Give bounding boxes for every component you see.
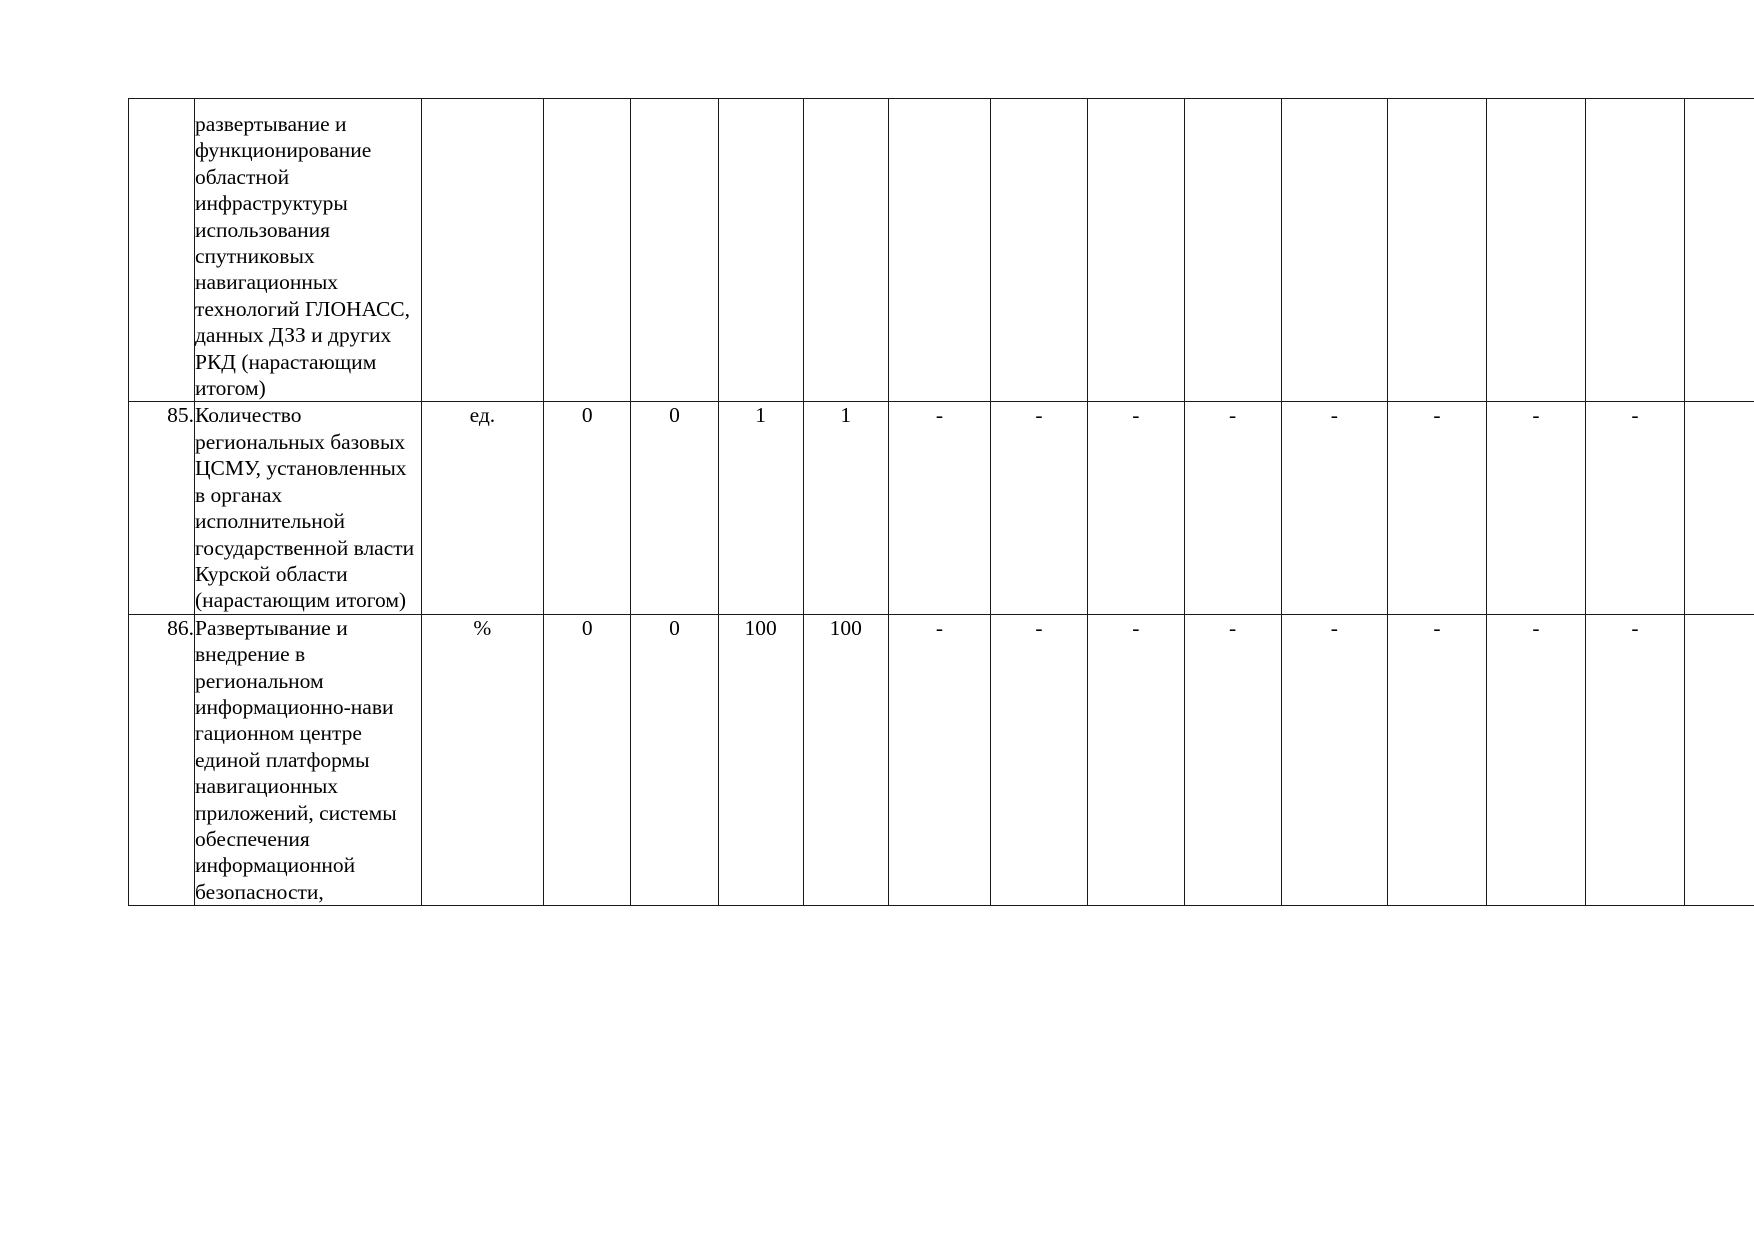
value-cell-3 [718,99,803,402]
indicators-table [128,98,1754,906]
value-cell-1: 0 [544,614,631,905]
value-cell-2: 0 [631,614,718,905]
unit-cell: % [421,614,543,905]
indicator-name-cell: Развертывание и внедрение в региональном информационно-нави гационном центре единой платформы навигационных приложений, системы обеспечения информационной безопасности, [194,614,421,905]
value-cell-9 [1281,99,1387,402]
value-cell-6 [991,99,1088,402]
value-cell-8 [1184,99,1281,402]
value-cell-2: 0 [631,402,718,614]
value-cell-13 [1684,614,1754,905]
value-cell-10: - [1387,614,1486,905]
value-cell-13 [1684,402,1754,614]
value-cell-4: 1 [803,402,888,614]
value-cell-12: - [1585,402,1684,614]
value-cell-2 [631,99,718,402]
indicator-name-cell: Количество региональных базовых ЦСМУ, установленных в органах исполнительной государственной власти Курской области (нарастающим итогом) [194,402,421,614]
value-cell-6: - [991,614,1088,905]
table-row [129,99,1754,402]
row-number-cell: 85. [129,402,195,614]
value-cell-12 [1585,99,1684,402]
table-container [128,98,1754,906]
row-number-cell: 86. [129,614,195,905]
table-row [129,614,1754,905]
table-row [129,402,1754,614]
value-cell-7: - [1087,402,1184,614]
value-cell-11: - [1486,402,1585,614]
value-cell-10 [1387,99,1486,402]
value-cell-5 [888,99,990,402]
value-cell-8: - [1184,402,1281,614]
value-cell-9: - [1281,614,1387,905]
row-number-cell [129,99,195,402]
indicator-name-cell: развертывание и функционирование областной инфраструктуры использования спутниковых навигационных технологий ГЛОНАСС, данных ДЗЗ и других РКД (нарастающим итогом) [194,99,421,402]
value-cell-4: 100 [803,614,888,905]
unit-cell [421,99,543,402]
value-cell-7 [1087,99,1184,402]
value-cell-7: - [1087,614,1184,905]
value-cell-1 [544,99,631,402]
value-cell-13 [1684,99,1754,402]
unit-cell: ед. [421,402,543,614]
value-cell-12: - [1585,614,1684,905]
value-cell-4 [803,99,888,402]
value-cell-5: - [888,614,990,905]
value-cell-5: - [888,402,990,614]
value-cell-1: 0 [544,402,631,614]
value-cell-3: 1 [718,402,803,614]
value-cell-10: - [1387,402,1486,614]
value-cell-9: - [1281,402,1387,614]
value-cell-3: 100 [718,614,803,905]
value-cell-11: - [1486,614,1585,905]
value-cell-6: - [991,402,1088,614]
value-cell-11 [1486,99,1585,402]
value-cell-8: - [1184,614,1281,905]
